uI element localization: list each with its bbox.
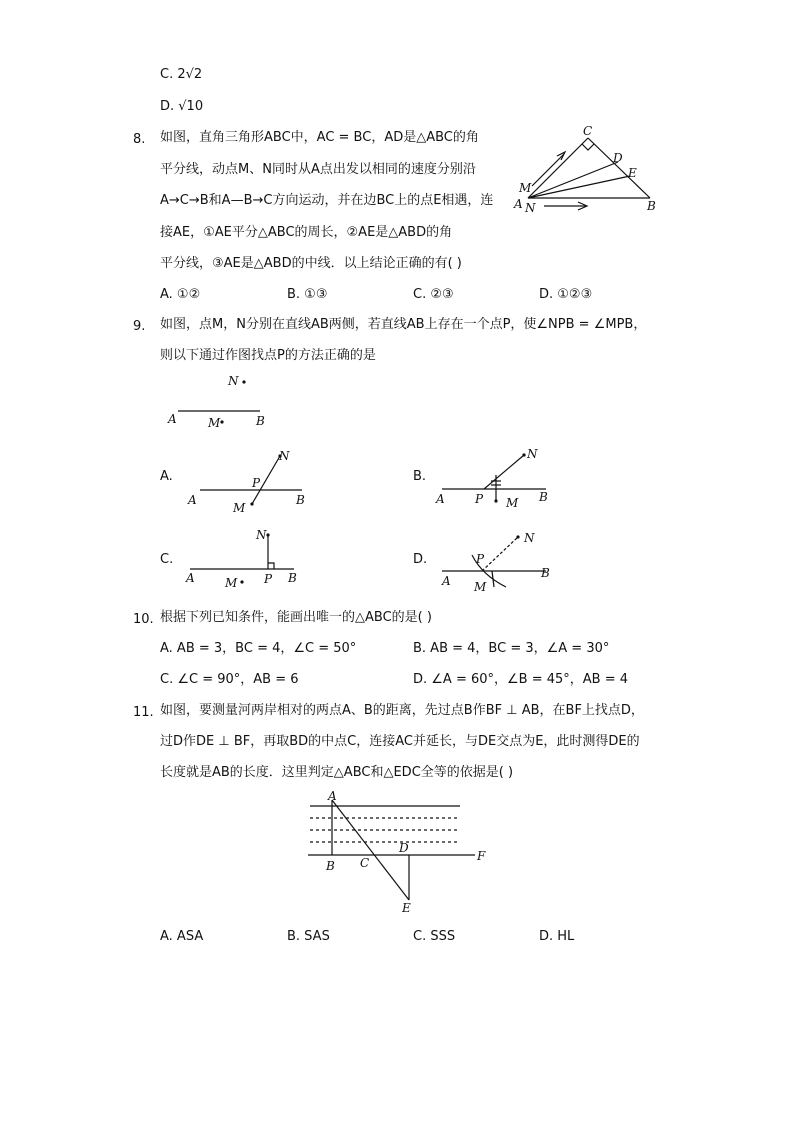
q9-main-figure xyxy=(160,370,280,432)
q8-label-n: N xyxy=(525,201,536,215)
q8-label-d: D xyxy=(613,151,623,165)
svg-text:M: M xyxy=(506,496,519,510)
q8-side-ac xyxy=(528,138,588,198)
q8-arrow-m xyxy=(532,154,564,186)
q8-option-c: C. ②③ xyxy=(413,287,454,302)
q8-figure xyxy=(510,120,670,220)
q11-option-a: A. ASA xyxy=(160,929,204,944)
q7-option-c: C. 2√2 xyxy=(160,67,203,82)
svg-text:P: P xyxy=(252,476,261,490)
q11-segment-ae xyxy=(332,800,409,900)
q11-label-a: A xyxy=(328,790,337,803)
q11-label-b: B xyxy=(326,859,335,873)
q11-option-c: C. SSS xyxy=(413,929,456,944)
q8-line-2: 平分线，动点M、N同时从A点出发以相同的速度分别沿 xyxy=(160,162,476,177)
svg-text:N: N xyxy=(527,447,538,461)
svg-text:M: M xyxy=(208,416,221,430)
q9-option-a: A. xyxy=(160,469,173,484)
svg-text:M: M xyxy=(233,501,246,515)
q8-right-angle-mark xyxy=(582,144,594,150)
svg-text:N: N xyxy=(524,531,535,545)
q11-line-2: 过D作DE ⊥ BF，再取BD的中点C，连接AC并延长，与DE交点为E，此时测得DE的 xyxy=(160,734,640,749)
q9-number: 9. xyxy=(133,319,146,334)
q8-line-3: A→C→B和A—B→C方向运动，并在边BC上的点E相遇，连 xyxy=(160,193,494,208)
q8-line-5: 平分线，③AE是△ABD的中线．以上结论正确的有( ) xyxy=(160,256,462,271)
q7-option-d: D. √10 xyxy=(160,99,204,114)
q9-figure-a xyxy=(180,448,310,518)
q9-option-d: D. xyxy=(413,552,428,567)
svg-text:A: A xyxy=(442,574,451,588)
svg-text:N: N xyxy=(256,528,267,542)
q8-label-b: B xyxy=(647,199,656,213)
svg-text:B: B xyxy=(256,414,265,428)
svg-text:B: B xyxy=(541,566,550,580)
q8-label-e: E xyxy=(628,166,637,180)
q8-segment-ad xyxy=(528,162,618,198)
svg-text:A: A xyxy=(436,492,445,506)
q9-option-c: C. xyxy=(160,552,174,567)
q8-segment-ae xyxy=(528,176,630,198)
q9-figure-d xyxy=(432,525,562,595)
q11-label-d: D xyxy=(399,841,409,855)
q8-side-cb xyxy=(588,138,650,198)
q11-line-3: 长度就是AB的长度．这里判定△ABC和△EDC全等的依据是( ) xyxy=(160,765,514,780)
svg-text:B: B xyxy=(288,571,297,585)
q8-option-a: A. ①② xyxy=(160,287,201,302)
q10-option-a: A. AB = 3，BC = 4，∠C = 50° xyxy=(160,641,357,656)
q11-option-d: D. HL xyxy=(539,929,575,944)
svg-text:P: P xyxy=(475,492,484,506)
svg-text:P: P xyxy=(476,552,485,566)
q8-label-m: M xyxy=(519,181,532,195)
svg-text:M: M xyxy=(474,580,487,594)
svg-text:B: B xyxy=(296,493,305,507)
q9-figure-b xyxy=(432,445,562,515)
q8-line-1: 如图，直角三角形ABC中，AC = BC，AD是△ABC的角 xyxy=(160,130,479,145)
q11-number: 11. xyxy=(133,705,154,720)
q10-option-d: D. ∠A = 60°，∠B = 45°，AB = 4 xyxy=(413,672,629,687)
q11-option-b: B. SAS xyxy=(287,929,330,944)
svg-text:A: A xyxy=(188,493,197,507)
svg-text:N: N xyxy=(228,374,239,388)
q9-line-1: 如图，点M，N分别在直线AB两侧，若直线AB上存在一个点P，使∠NPB = ∠MPB， xyxy=(160,317,647,332)
q8-number: 8. xyxy=(133,132,146,147)
q9-option-b: B. xyxy=(413,469,427,484)
svg-text:B: B xyxy=(539,490,548,504)
q9-line-2: 则以下通过作图找点P的方法正确的是 xyxy=(160,348,376,363)
q8-line-4: 接AE，①AE平分△ABC的周长，②AE是△ABD的角 xyxy=(160,225,453,240)
q11-label-c: C xyxy=(360,856,370,870)
q11-figure xyxy=(300,790,500,920)
q10-text: 根据下列已知条件，能画出唯一的△ABC的是( ) xyxy=(160,610,432,625)
q11-label-e: E xyxy=(402,901,411,915)
q8-arrow-m-head xyxy=(557,152,565,160)
svg-text:A: A xyxy=(168,412,177,426)
q8-option-b: B. ①③ xyxy=(287,287,328,302)
q8-label-c: C xyxy=(583,124,593,138)
svg-text:A: A xyxy=(186,571,195,585)
q11-line-1: 如图，要测量河两岸相对的两点A、B的距离，先过点B作BF ⊥ AB，在BF上找点D， xyxy=(160,703,644,718)
svg-text:M: M xyxy=(225,576,238,590)
svg-text:P: P xyxy=(264,572,273,586)
q10-option-c: C. ∠C = 90°，AB = 6 xyxy=(160,672,299,687)
q8-option-d: D. ①②③ xyxy=(539,287,593,302)
svg-text:N: N xyxy=(279,449,290,463)
q11-label-f: F xyxy=(477,849,486,863)
q10-number: 10. xyxy=(133,612,154,627)
q8-label-a: A xyxy=(514,197,523,211)
q10-option-b: B. AB = 4，BC = 3，∠A = 30° xyxy=(413,641,610,656)
q9-figure-c xyxy=(180,525,310,595)
